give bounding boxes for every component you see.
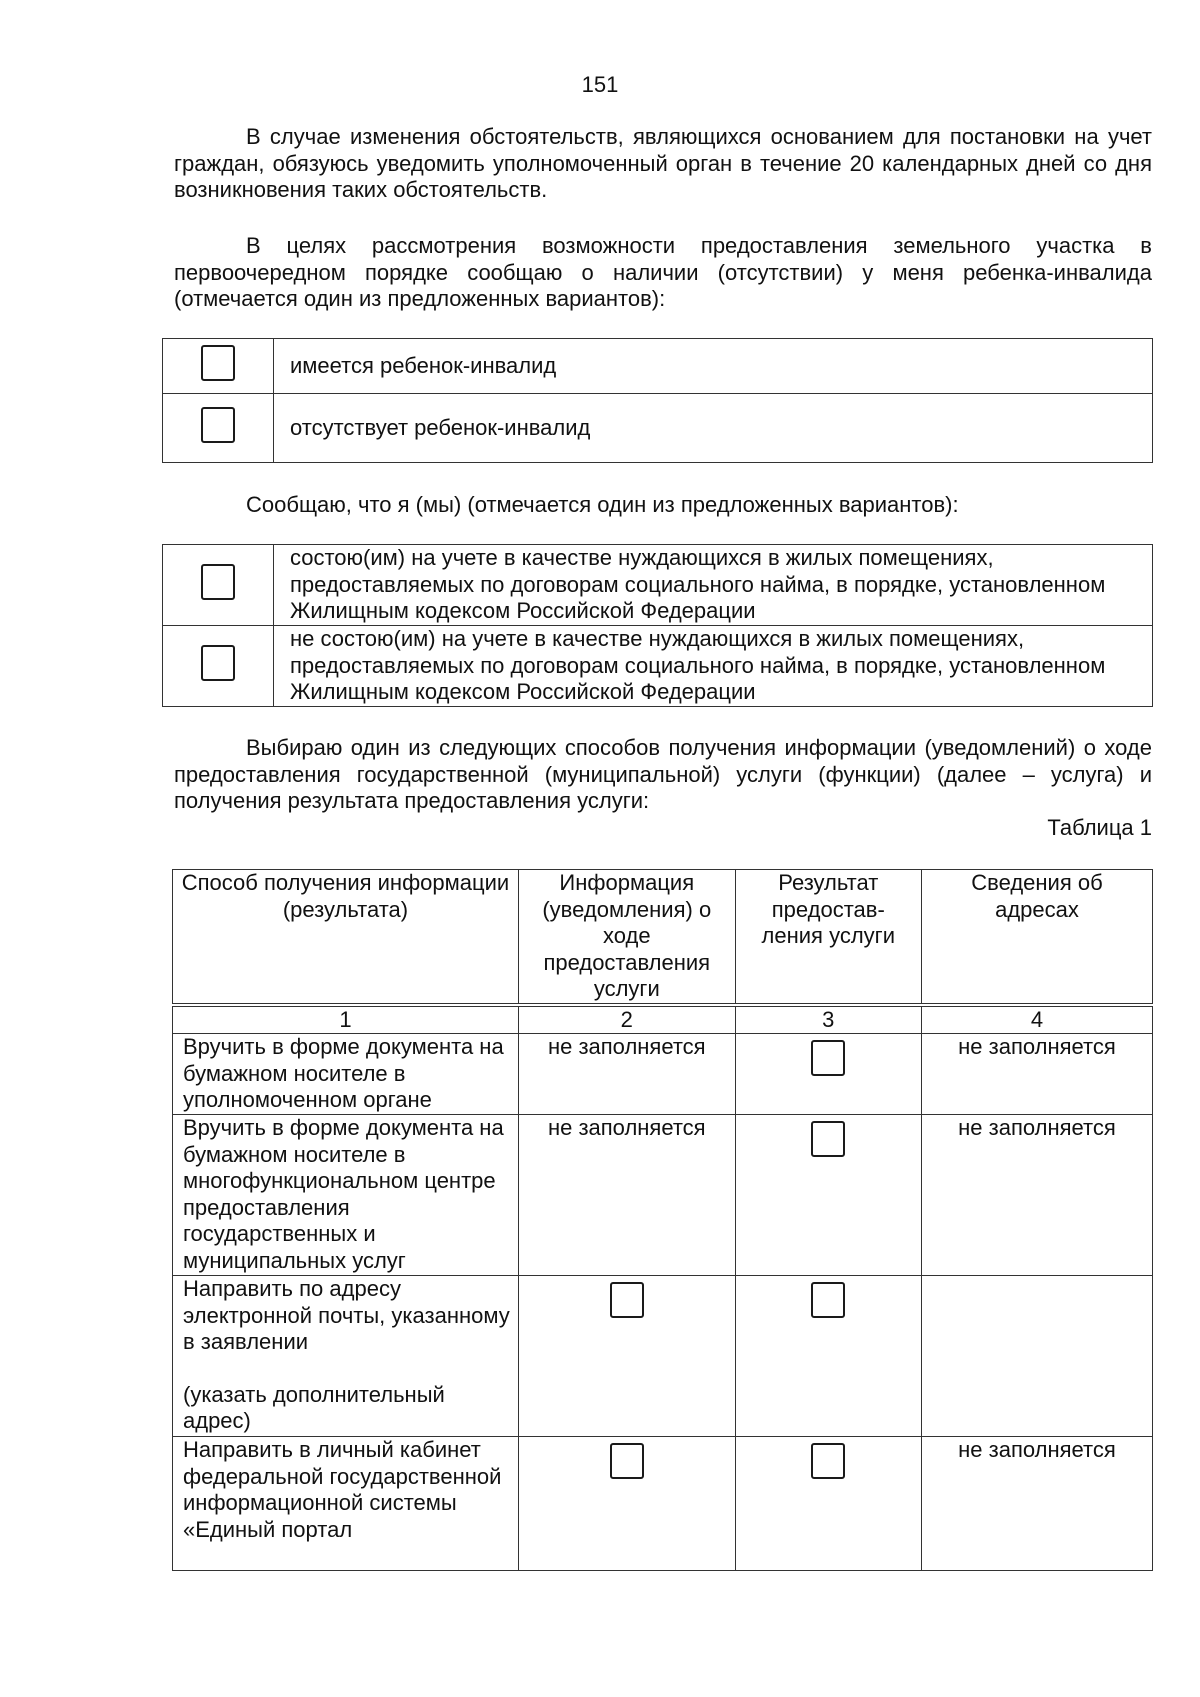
method-text: Направить по адресу электронной почты, указанному в заявлении (183, 1276, 510, 1354)
addresses-cell: не заполняется (921, 1437, 1152, 1571)
disability-option-row (163, 339, 1153, 394)
housing-not-registered-checkbox[interactable] (201, 645, 235, 681)
housing-options-table (162, 544, 1153, 707)
housing-option-row (163, 545, 1153, 626)
header-info: Информация (уведомления) о ходе предоставления услуги (518, 870, 735, 1005)
column-number: 1 (173, 1005, 519, 1034)
paragraph-delivery-method: Выбираю один из следующих способов получения информации (уведомлений) о ходе предоставления государственной (муниципальной) услуги (функции) (далее – услуга) и получения результата предоставления услуги: (174, 735, 1152, 813)
housing-option-label: не состою(им) на учете в качестве нуждающихся в жилых помещениях, предоставляемых по договорам социального найма, в порядке, установленном Жилищным кодексом Российской Федерации (274, 626, 1153, 707)
housing-registered-checkbox[interactable] (201, 564, 235, 600)
result-checkbox[interactable] (811, 1443, 845, 1479)
addresses-cell: не заполняется (921, 1115, 1152, 1276)
housing-option-label: состою(им) на учете в качестве нуждающихся в жилых помещениях, предоставляемых по договорам социального найма, в порядке, установленном Жилищным кодексом Российской Федерации (274, 545, 1153, 626)
method-cell: Вручить в форме документа на бумажном носителе в многофункциональном центре предоставления государственных и муниципальных услуг (173, 1115, 519, 1276)
addresses-cell: не заполняется (921, 1034, 1152, 1115)
addresses-cell[interactable] (921, 1276, 1152, 1437)
column-number: 4 (921, 1005, 1152, 1034)
result-checkbox[interactable] (811, 1282, 845, 1318)
result-checkbox[interactable] (811, 1121, 845, 1157)
disability-option-label: имеется ребенок-инвалид (274, 339, 1153, 394)
paragraph-housing-status: Сообщаю, что я (мы) (отмечается один из предложенных вариантов): (246, 492, 959, 517)
table-header-row (173, 870, 1153, 1005)
header-method: Способ получения информации (результата) (173, 870, 519, 1005)
table-row (173, 1115, 1153, 1276)
paragraph-notify-changes: В случае изменения обстоятельств, являющихся основанием для постановки на учет граждан, обязуюсь уведомить уполномоченный орган в течение 20 календарных дней со дня возникновения таких обстоятельств. (174, 124, 1152, 202)
method-cell (173, 1276, 519, 1437)
info-cell: не заполняется (518, 1034, 735, 1115)
info-cell: не заполняется (518, 1115, 735, 1276)
column-number: 3 (735, 1005, 921, 1034)
disability-absent-checkbox[interactable] (201, 407, 235, 443)
paragraph-disabled-child: В целях рассмотрения возможности предоставления земельного участка в первоочередном порядке сообщаю о наличии (отсутствии) у меня ребенка-инвалида (отмечается один из предложенных вариантов): (174, 233, 1152, 311)
method-cell: Направить в личный кабинет федеральной государственной информационной системы «Единый портал (173, 1437, 519, 1571)
disability-option-row (163, 394, 1153, 463)
housing-option-row (163, 626, 1153, 707)
method-note: (указать дополнительный адрес) (183, 1381, 445, 1433)
table-row (173, 1276, 1153, 1437)
table-number-row (173, 1005, 1153, 1034)
info-checkbox[interactable] (610, 1282, 644, 1318)
info-checkbox[interactable] (610, 1443, 644, 1479)
disability-present-checkbox[interactable] (201, 345, 235, 381)
header-result: Результат предостав-ления услуги (735, 870, 921, 1005)
delivery-methods-table (172, 869, 1153, 1571)
result-checkbox[interactable] (811, 1040, 845, 1076)
column-number: 2 (518, 1005, 735, 1034)
table-label: Таблица 1 (1047, 815, 1152, 840)
header-addresses: Сведения об адресах (921, 870, 1152, 1005)
disability-option-label: отсутствует ребенок-инвалид (274, 394, 1153, 463)
table-row (173, 1034, 1153, 1115)
disability-options-table (162, 338, 1153, 463)
page-number: 151 (581, 72, 619, 97)
table-row (173, 1437, 1153, 1571)
method-cell: Вручить в форме документа на бумажном носителе в уполномоченном органе (173, 1034, 519, 1115)
